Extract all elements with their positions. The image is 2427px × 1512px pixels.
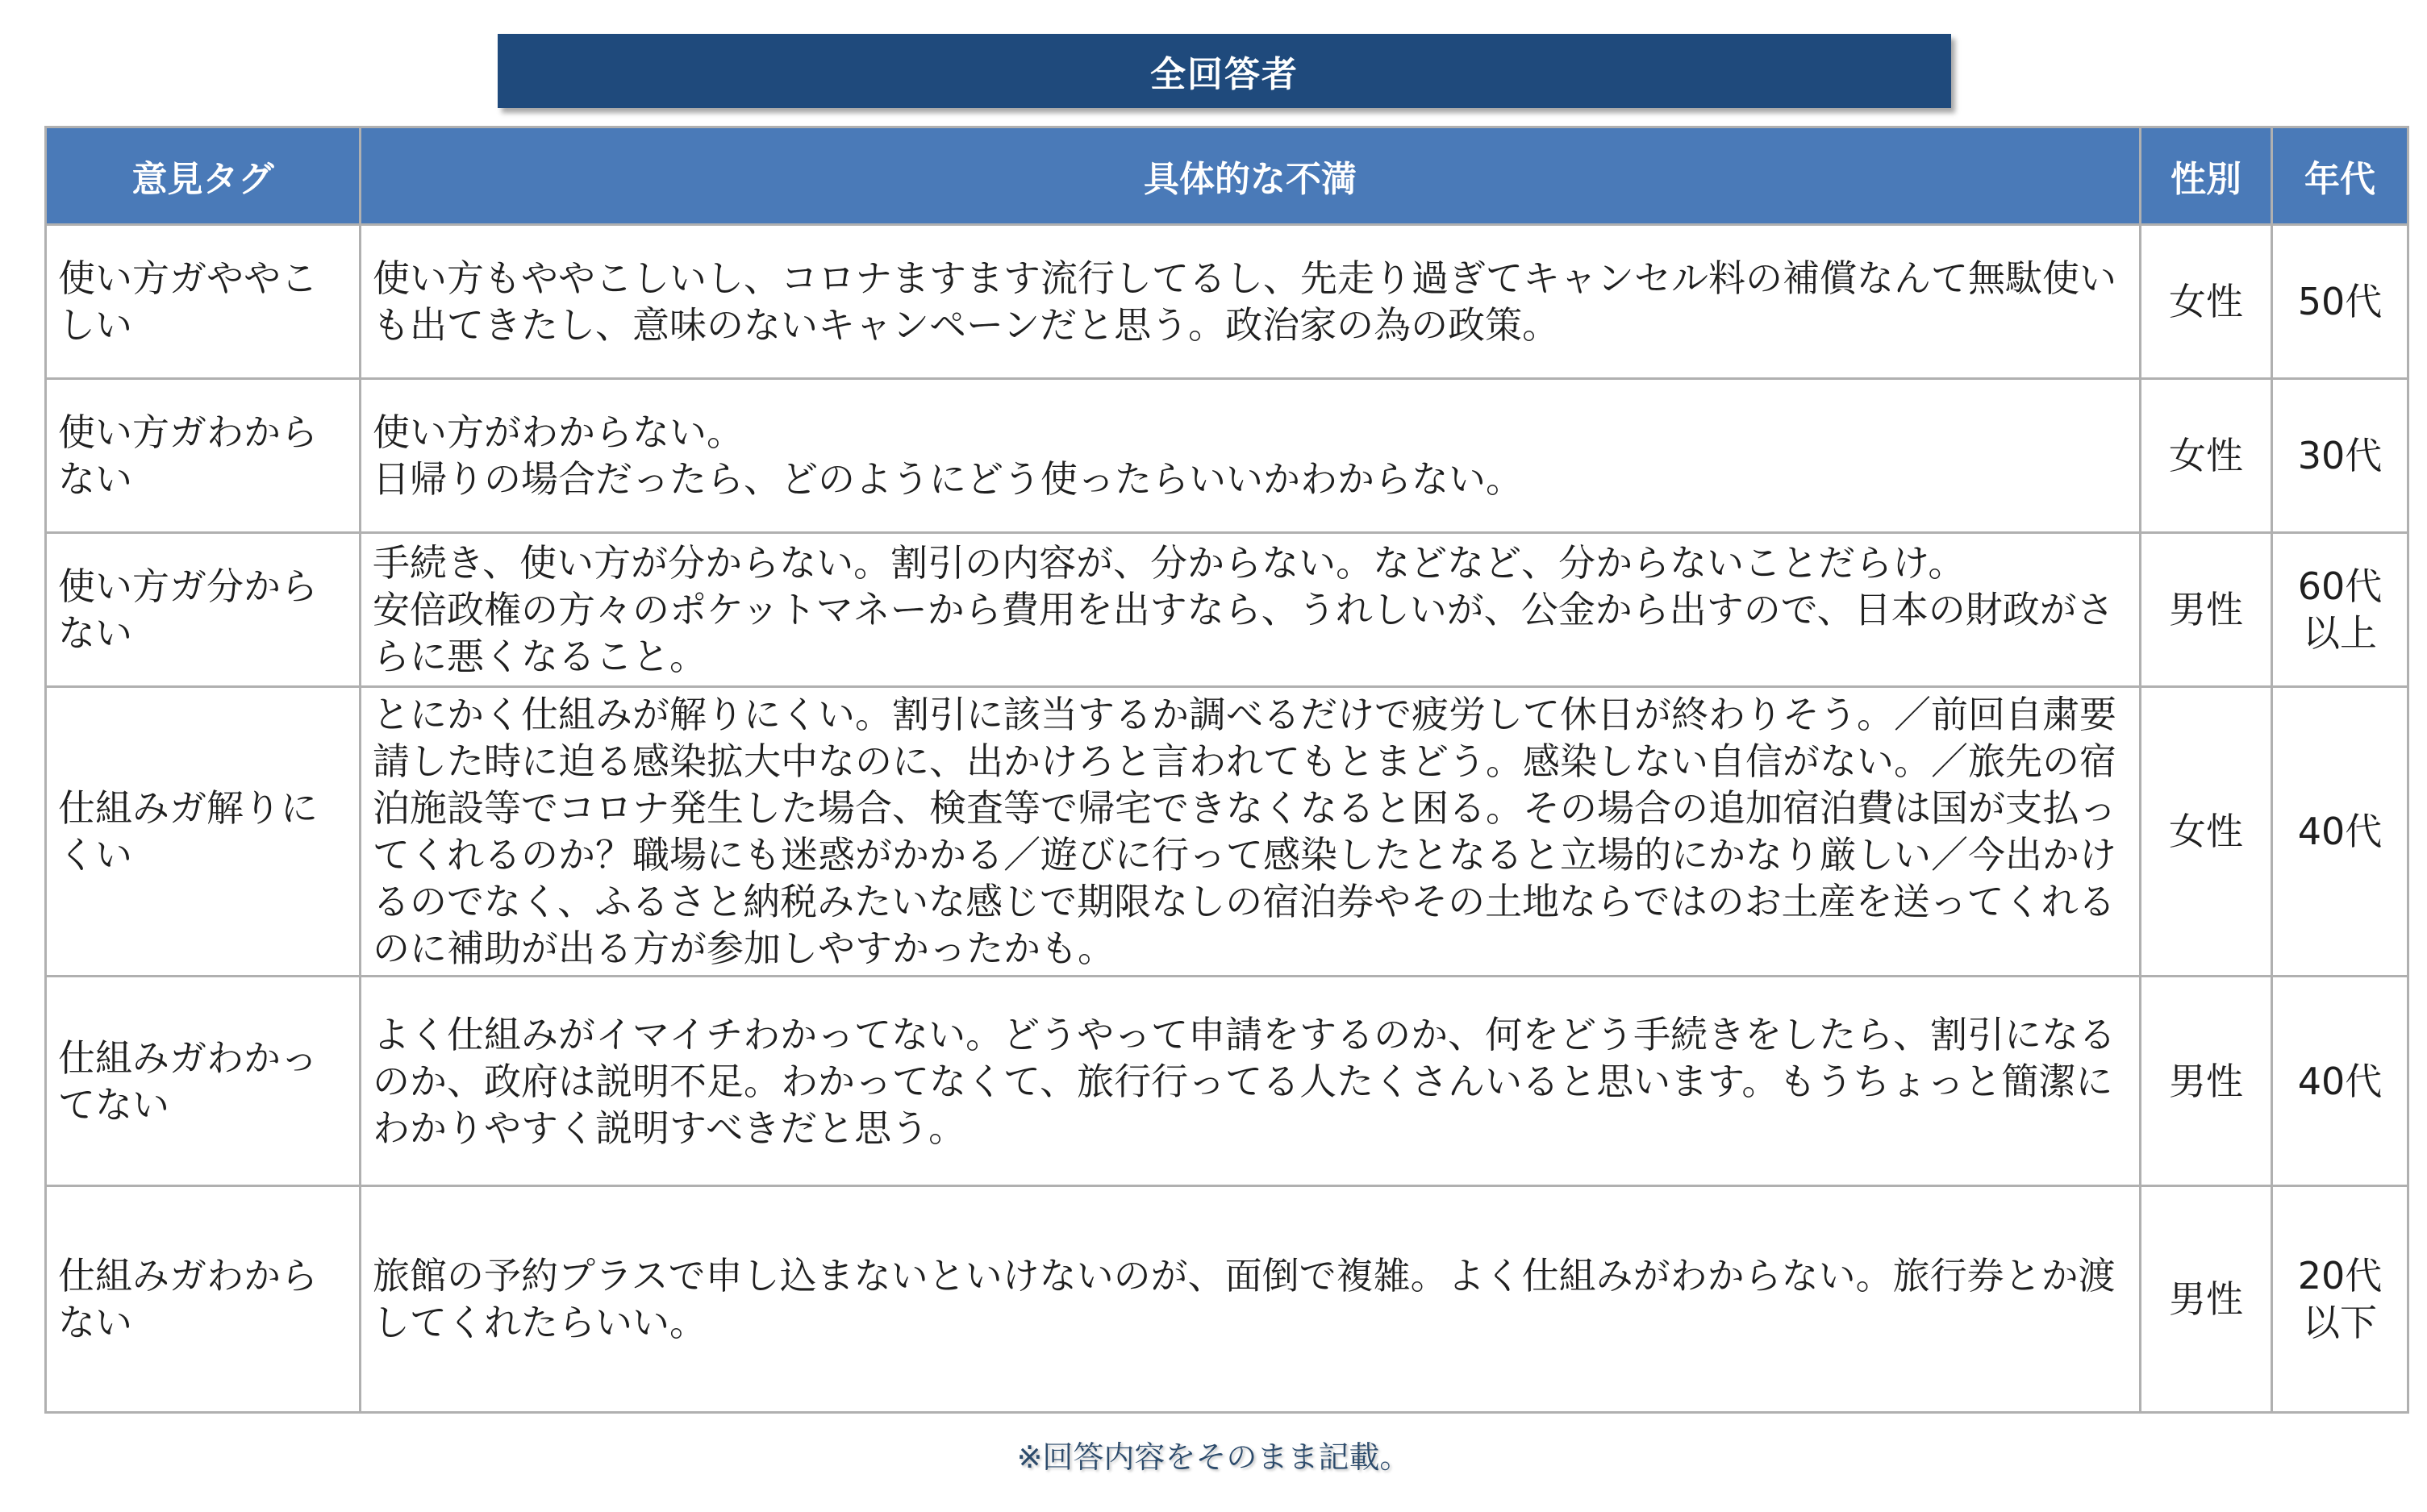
opinion-tag-cell: 仕組みガわからない	[46, 1186, 361, 1413]
detail-cell: 使い方もややこしいし、コロナますます流行してるし、先走り過ぎてキャンセル料の補償なんて無駄使いも出てきたし、意味のないキャンペーンだと思う。政治家の為の政策。	[361, 225, 2141, 379]
detail-cell: とにかく仕組みが解りにくい。割引に該当するか調べるだけで疲労して休日が終わりそう。／前回自粛要請した時に迫る感染拡大中なのに、出かけろと言われてもとまどう。感染しない自信がない。／旅先の宿泊施設等でコロナ発生した場合、検査等で帰宅できなくなると困る。その場合の追加宿泊費は国が支払ってくれるのか？職場にも迷惑がかかる／遊びに行って感染したとなると立場的にかなり厳しい／今出かけるのでなく、ふるさと納税みたいな感じで期限なしの宿泊券やその土地ならではのお土産を送ってくれるのに補助が出る方が参加しやすかったかも。	[361, 687, 2141, 977]
age-cell: 60代 以上	[2272, 533, 2408, 687]
table-row	[46, 977, 2408, 1186]
header-age: 年代	[2272, 127, 2408, 225]
gender-cell: 女性	[2141, 379, 2272, 533]
opinion-tag-cell: 仕組みガわかってない	[46, 977, 361, 1186]
opinion-table	[44, 126, 2409, 1414]
opinion-tag-cell: 使い方ガ分からない	[46, 533, 361, 687]
detail-cell: 使い方がわからない。 日帰りの場合だったら、どのようにどう使ったらいいかわからない。	[361, 379, 2141, 533]
table-row	[46, 379, 2408, 533]
table-header-row	[46, 127, 2408, 225]
footnote: ※回答内容をそのまま記載。	[1016, 1439, 1411, 1475]
age-cell: 20代 以下	[2272, 1186, 2408, 1413]
age-cell: 50代	[2272, 225, 2408, 379]
detail-cell: 手続き、使い方が分からない。割引の内容が、分からない。などなど、分からないことだらけ。 安倍政権の方々のポケットマネーから費用を出すなら、うれしいが、公金から出すので、日本の財政がさらに悪くなること。	[361, 533, 2141, 687]
opinion-tag-cell: 使い方ガわからない	[46, 379, 361, 533]
table-row	[46, 1186, 2408, 1413]
gender-cell: 男性	[2141, 977, 2272, 1186]
age-cell: 40代	[2272, 687, 2408, 977]
age-cell: 40代	[2272, 977, 2408, 1186]
table-row	[46, 687, 2408, 977]
opinion-tag-cell: 仕組みガ解りにくい	[46, 687, 361, 977]
gender-cell: 女性	[2141, 687, 2272, 977]
header-detail: 具体的な不満	[361, 127, 2141, 225]
gender-cell: 女性	[2141, 225, 2272, 379]
table-row	[46, 225, 2408, 379]
table-title-banner: 全回答者	[498, 34, 1951, 108]
detail-cell: よく仕組みがイマイチわかってない。どうやって申請をするのか、何をどう手続きをしたら、割引になるのか、政府は説明不足。わかってなくて、旅行行ってる人たくさんいると思います。もうちょっと簡潔にわかりやすく説明すべきだと思う。	[361, 977, 2141, 1186]
header-opinion-tag: 意見タグ	[46, 127, 361, 225]
detail-cell: 旅館の予約プラスで申し込まないといけないのが、面倒で複雑。よく仕組みがわからない。旅行券とか渡してくれたらいい。	[361, 1186, 2141, 1413]
age-cell: 30代	[2272, 379, 2408, 533]
gender-cell: 男性	[2141, 533, 2272, 687]
header-gender: 性別	[2141, 127, 2272, 225]
table-row	[46, 533, 2408, 687]
opinion-tag-cell: 使い方ガややこしい	[46, 225, 361, 379]
gender-cell: 男性	[2141, 1186, 2272, 1413]
